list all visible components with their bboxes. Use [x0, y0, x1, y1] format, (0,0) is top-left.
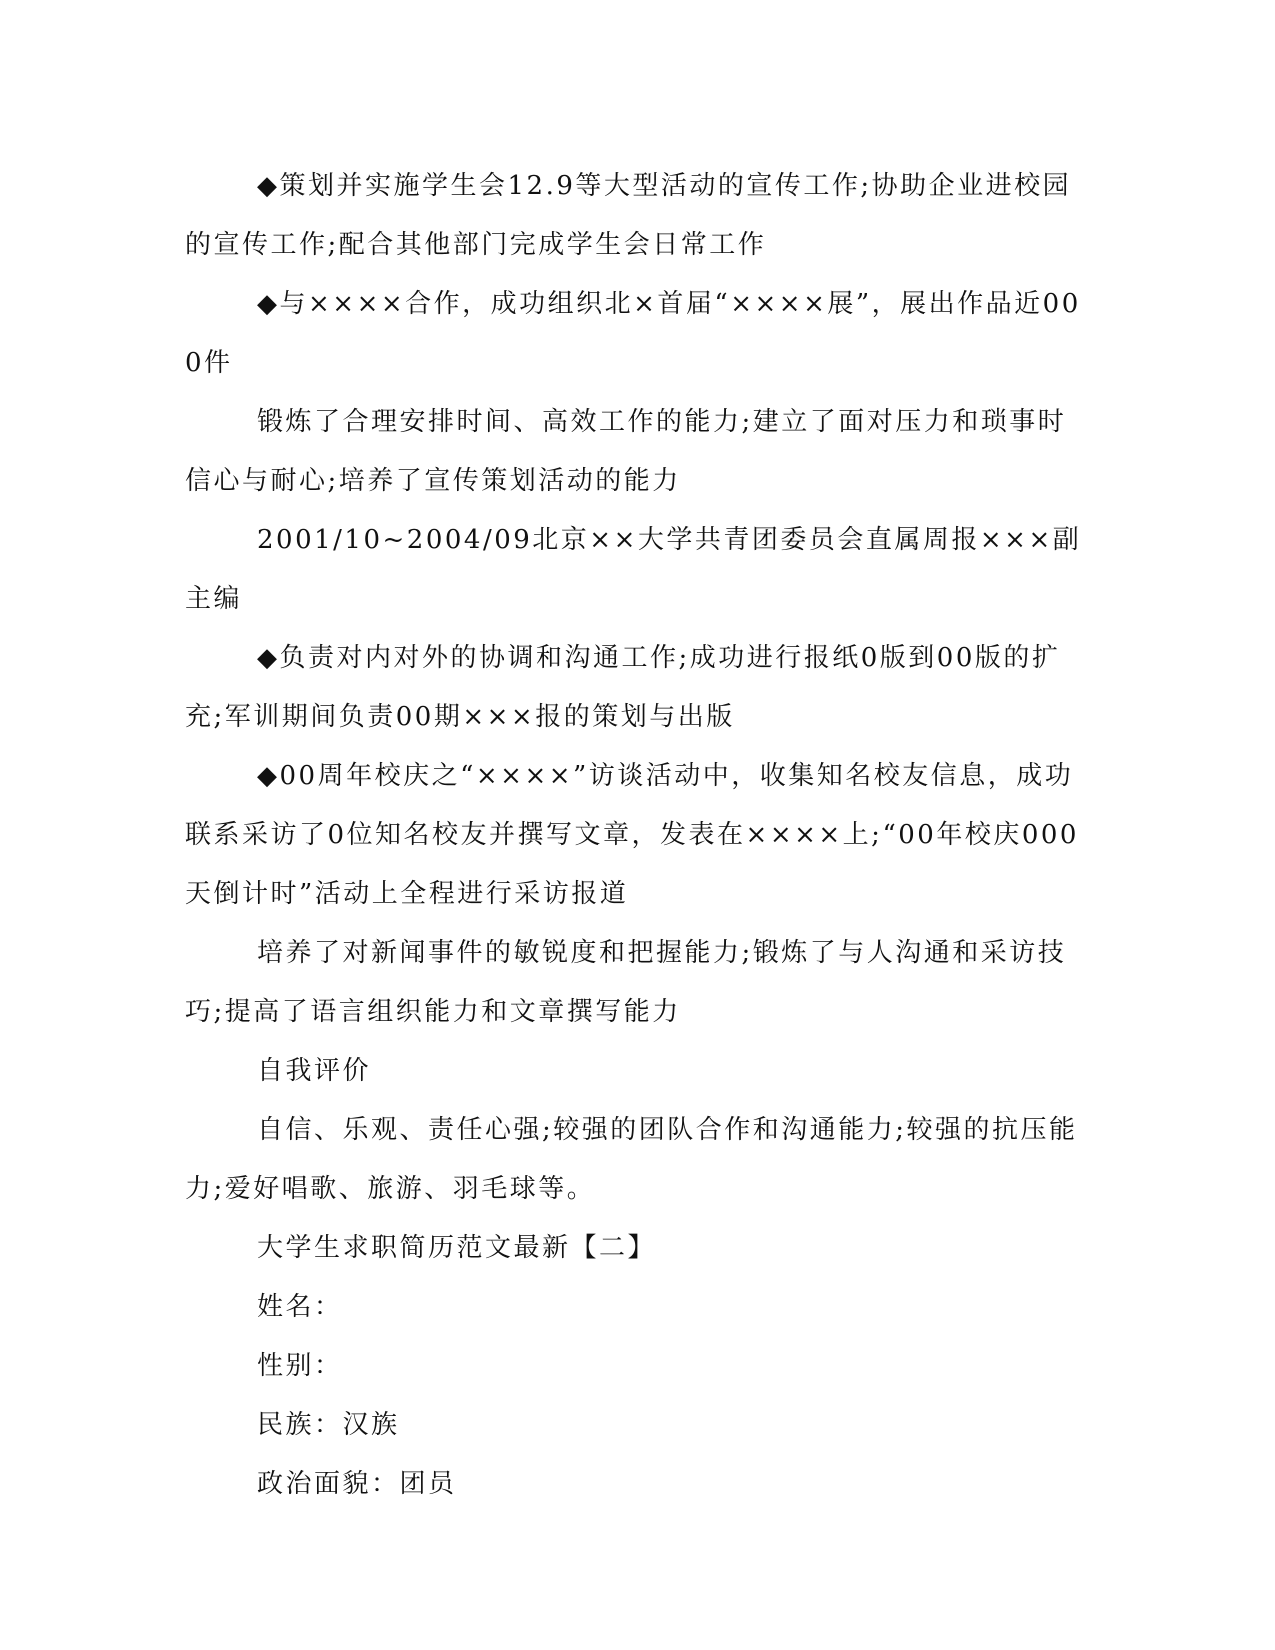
paragraph-position-header: 2001/10~2004/09北京××大学共青团委员会直属周报×××副主编 [185, 525, 1082, 614]
field-name: 姓名： [257, 1292, 343, 1322]
paragraph-coordination: ◆负责对内对外的协调和沟通工作;成功进行报纸0版到00版的扩充;军训期间负责00期×××报的策划与出版 [185, 643, 1061, 732]
section-heading-self-evaluation: 自我评价 [257, 1056, 372, 1086]
paragraph-publicity-work: ◆策划并实施学生会12.9等大型活动的宣传工作;协助企业进校园的宣传工作;配合其他部门完成学生会日常工作 [185, 171, 1072, 260]
field-gender: 性别： [257, 1351, 343, 1381]
paragraph-exhibition: ◆与××××合作，成功组织北×首届“××××展”，展出作品近000件 [185, 289, 1081, 378]
paragraph-skills-2: 培养了对新闻事件的敏锐度和把握能力;锻炼了与人沟通和采访技巧;提高了语言组织能力和文章撰写能力 [185, 938, 1067, 1027]
field-political-status: 政治面貌：团员 [257, 1469, 457, 1499]
paragraph-self-evaluation: 自信、乐观、责任心强;较强的团队合作和沟通能力;较强的抗压能力;爱好唱歌、旅游、羽毛球等。 [185, 1115, 1078, 1204]
field-ethnicity: 民族：汉族 [257, 1410, 400, 1440]
paragraph-interview-activity: ◆00周年校庆之“××××”访谈活动中，收集知名校友信息，成功联系采访了0位知名校友并撰写文章，发表在××××上;“00年校庆000天倒计时”活动上全程进行采访报道 [185, 761, 1079, 909]
section-heading-resume-2: 大学生求职简历范文最新【二】 [257, 1233, 657, 1263]
paragraph-skills-1: 锻炼了合理安排时间、高效工作的能力;建立了面对压力和琐事时信心与耐心;培养了宣传策划活动的能力 [185, 407, 1067, 496]
document-body [185, 157, 1085, 1514]
